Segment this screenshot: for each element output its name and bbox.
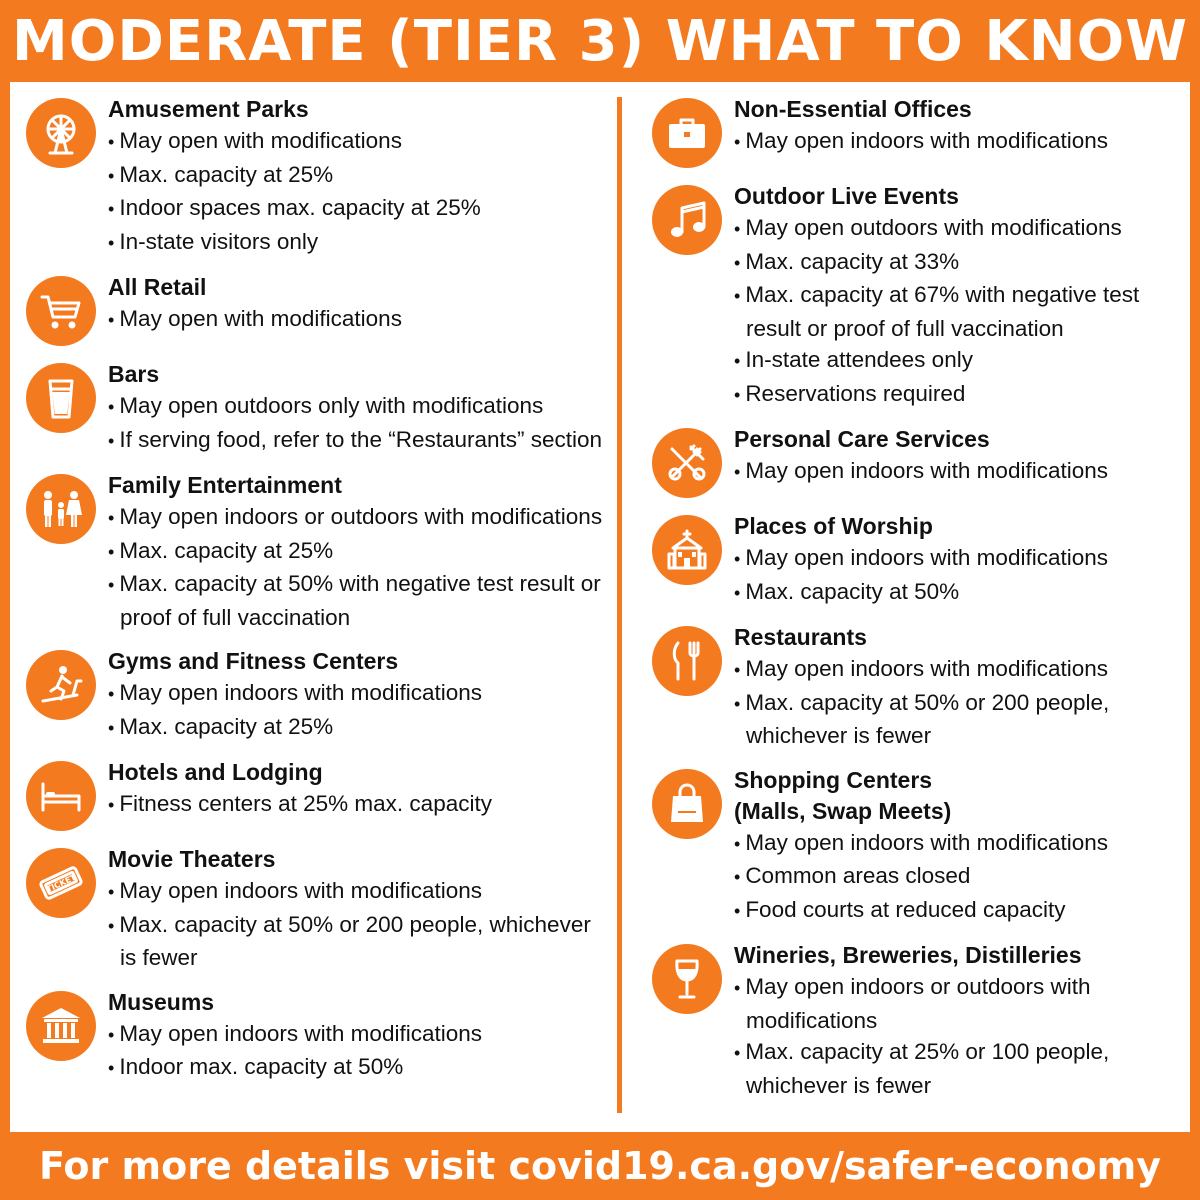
section-restaurants [652,622,1192,752]
bullet-item: • In-state visitors only [108,226,481,260]
shopping-cart-icon [26,276,96,346]
section-places-of-worship [652,511,1192,609]
section-title: Personal Care Services [734,426,990,452]
bullet-item: • Indoor spaces max. capacity at 25% [108,192,481,226]
bullet-list [734,455,1108,489]
bullet-item: • May open indoors or outdoors with modifications [734,971,1192,1036]
bullet-item: • May open indoors with modifications [734,827,1108,861]
section-family-entertainment [26,470,610,633]
section-all-retail [26,272,610,346]
bullet-item: • May open indoors with modifications [108,1018,482,1052]
bullet-list [108,501,610,633]
bullet-list [734,542,1108,609]
ferris-wheel-icon [26,98,96,168]
footer-link[interactable]: For more details visit covid19.ca.gov/safer-economy [0,1132,1200,1200]
bullet-item: • Max. capacity at 67% with negative test result or proof of full vaccination [734,279,1192,344]
section-title: Bars [108,361,160,387]
bullet-list [108,1018,482,1085]
bullet-item: • Max. capacity at 25% [108,535,610,569]
left-border [0,82,10,1132]
shopping-bag-icon [652,769,722,839]
bullet-item: • Max. capacity at 33% [734,246,1192,280]
bullet-list [734,653,1192,752]
section-title: Restaurants [734,624,867,650]
bullet-item: • Max. capacity at 50% [734,576,1108,610]
bullet-item: • May open with modifications [108,303,402,337]
bullet-item: • Max. capacity at 50% or 200 people, whichever is fewer [108,909,610,974]
wine-glass-icon [652,944,722,1014]
bullet-item: • Reservations required [734,378,1192,412]
bullet-item: • Max. capacity at 25% [108,711,482,745]
bullet-item: • May open indoors with modifications [734,542,1108,576]
section-outdoor-live-events [652,181,1192,411]
bullet-list [734,971,1192,1101]
bullet-item: • Max. capacity at 50% with negative test result or proof of full vaccination [108,568,610,633]
bullet-item: • Common areas closed [734,860,1108,894]
museum-icon [26,991,96,1061]
section-title: Hotels and Lodging [108,759,323,785]
knife-fork-icon [652,626,722,696]
bullet-list [108,125,481,259]
bullet-item: • Food courts at reduced capacity [734,894,1108,928]
section-title: Wineries, Breweries, Distilleries [734,942,1082,968]
bed-icon [26,761,96,831]
section-title: Outdoor Live Events [734,183,959,209]
section-title: Gyms and Fitness Centers [108,648,399,674]
bullet-list [108,875,610,974]
bullet-item: • May open indoors with modifications [734,125,1108,159]
bullet-list [108,303,402,337]
church-icon [652,515,722,585]
bullet-item: • May open indoors or outdoors with modifications [108,501,610,535]
beer-glass-icon [26,363,96,433]
section-title: Places of Worship [734,513,933,539]
family-icon [26,474,96,544]
section-title: Family Entertainment [108,472,342,498]
bullet-list [734,827,1108,928]
section-shopping-centers-malls-swap-meets [652,765,1192,928]
bullet-item: • May open with modifications [108,125,481,159]
bullet-item: • If serving food, refer to the “Restaurants” section [108,424,602,458]
bullet-item: • May open indoors with modifications [108,677,482,711]
bullet-item: • May open indoors with modifications [108,875,610,909]
briefcase-icon [652,98,722,168]
bullet-item: • May open indoors with modifications [734,455,1108,489]
section-title: Amusement Parks [108,96,309,122]
section-title: Museums [108,988,215,1015]
section-amusement-parks [26,94,610,259]
bullet-list [734,212,1192,411]
bullet-item: • Max. capacity at 50% or 200 people, whichever is fewer [734,687,1192,752]
section-hotels-and-lodging [26,757,610,831]
bullet-item: • Max. capacity at 25% or 100 people, whichever is fewer [734,1036,1192,1101]
svg-text:TICKET: TICKET [45,872,78,895]
section-title: Movie Theaters [108,846,276,872]
bullet-list [108,677,482,744]
right-column [652,94,1192,1101]
treadmill-icon [26,650,96,720]
section-movie-theaters [26,844,610,974]
section-gyms-and-fitness-centers [26,646,610,744]
scissors-comb-icon [652,428,722,498]
page-title: MODERATE (TIER 3) WHAT TO KNOW [0,0,1200,82]
section-bars [26,359,610,457]
music-note-icon [652,185,722,255]
bullet-item: • May open outdoors only with modifications [108,390,602,424]
section-title: Non-Essential Offices [734,96,972,122]
bullet-item: • Fitness centers at 25% max. capacity [108,788,492,822]
left-column [26,94,610,1085]
bullet-item: • May open outdoors with modifications [734,212,1192,246]
section-title: All Retail [108,274,207,300]
section-title: Shopping Centers (Malls, Swap Meets) [734,766,952,824]
section-personal-care-services [652,424,1192,498]
bullet-item: • May open indoors with modifications [734,653,1192,687]
bullet-list [108,788,492,822]
column-divider [617,97,622,1113]
section-museums [26,987,610,1085]
bullet-item: • Indoor max. capacity at 50% [108,1051,482,1085]
ticket-icon [26,848,96,918]
bullet-list [734,125,1108,159]
bullet-item: • Max. capacity at 25% [108,159,481,193]
bullet-list [108,390,602,457]
bullet-item: • In-state attendees only [734,344,1192,378]
section-non-essential-offices [652,94,1192,168]
section-wineries-breweries-distilleries [652,940,1192,1101]
